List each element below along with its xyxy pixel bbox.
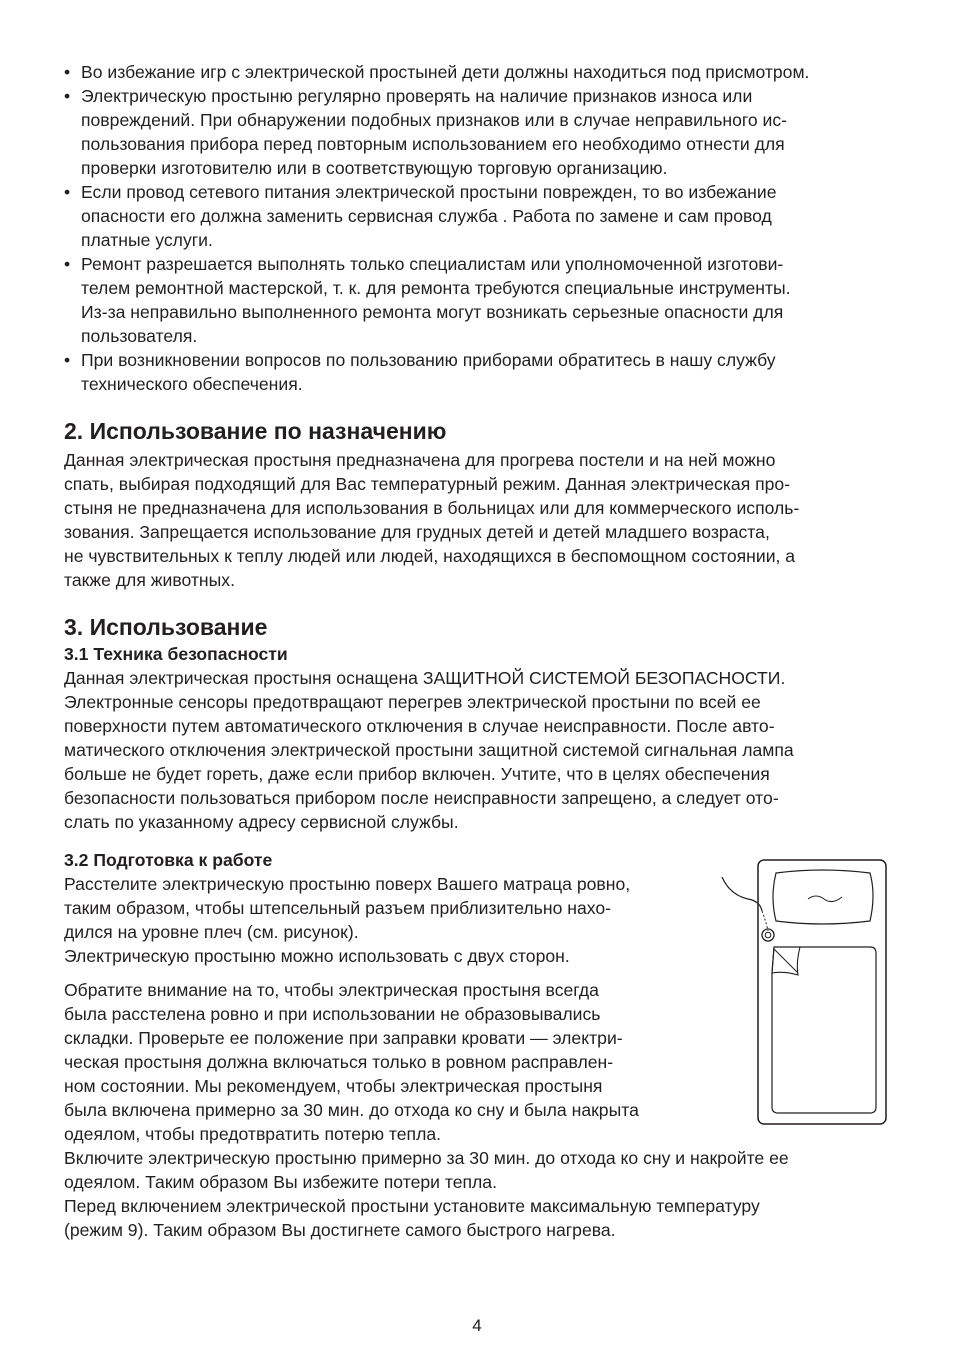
section-3-1-heading: 3.1 Техника безопасности (64, 644, 288, 664)
text-line: одеялом, чтобы предотвратить потерю тепла. (64, 1124, 442, 1144)
text-line: была расстелена ровно и при использовании не образовывались (64, 1004, 601, 1024)
text-line: опасности его должна заменить сервисная служба . Работа по замене и сам провод (81, 206, 772, 226)
text-line: одеялом. Таким образом Вы избежите потери тепла. (64, 1172, 497, 1192)
safety-bullet-list (64, 60, 890, 396)
bullet-dot: • (64, 350, 71, 370)
text-line: (режим 9). Таким образом Вы достигнете самого быстрого нагрева. (64, 1220, 616, 1240)
bed-illustration (718, 855, 890, 1131)
text-line: Если провод сетевого питания электрической простыни поврежден, то во избежание (81, 182, 777, 202)
bullet-dot: • (64, 182, 71, 202)
text-line: При возникновении вопросов по пользованию приборами обратитесь в нашу службу (81, 350, 776, 370)
text-line: складки. Проверьте ее положение при заправки кровати — электри- (64, 1028, 623, 1048)
text-line: Расстелите электрическую простыню поверх Вашего матраца ровно, (64, 874, 631, 894)
pillow-outline (773, 870, 873, 924)
section-3-1-body (64, 666, 890, 834)
text-line: Ремонт разрешается выполнять только специалистам или уполномоченной изготови- (81, 254, 784, 274)
text-line: ном состоянии. Мы рекомендуем, чтобы электрическая простыня (64, 1076, 603, 1096)
text-line: платные услуги. (81, 230, 213, 250)
section-2-body (64, 448, 890, 592)
plug-dotted-line (762, 911, 768, 931)
text-line: технического обеспечения. (81, 374, 303, 394)
text-line: матического отключения электрической простыни защитной системой сигнальная лампа (64, 740, 794, 760)
pillow-crease (808, 896, 842, 902)
bullet-dot: • (64, 62, 71, 82)
text-line: поверхности путем автоматического отключения в случае неисправности. После авто- (64, 716, 775, 736)
text-line: Электронные сенсоры предотвращают перегрев электрической простыни по всей ее (64, 692, 761, 712)
text-line: телем ремонтной мастерской, т. к. для ремонта требуются специальные инструменты. (81, 278, 791, 298)
text-line: повреждений. При обнаружении подобных признаков или в случае неправильного ис- (81, 110, 788, 130)
bullet-dot: • (64, 254, 71, 274)
text-line: пользования прибора перед повторным использованием его необходимо отнести для (81, 134, 785, 154)
text-line: Электрическую простыню регулярно проверять на наличие признаков износа или (81, 86, 753, 106)
bullet-item (64, 84, 890, 180)
bullet-item (64, 180, 890, 252)
text-line: спать, выбирая подходящий для Вас температурный режим. Данная электрическая про- (64, 474, 791, 494)
text-line: ческая простыня должна включаться только в ровном расправлен- (64, 1052, 614, 1072)
text-line: безопасности пользоваться прибором после неисправности запрещено, а следует ото- (64, 788, 779, 808)
text-line: проверки изготовителю или в соответствующую торговую организацию. (81, 158, 668, 178)
text-line: дился на уровне плеч (см. рисунок). (64, 922, 359, 942)
text-line: не чувствительных к теплу людей или людей, находящихся в беспомощном состоянии, а (64, 546, 796, 566)
bullet-dot: • (64, 86, 71, 106)
section-3-heading: 3. Использование (64, 614, 268, 640)
text-line: стыня не предназначена для использования в больницах или для коммерческого исполь- (64, 498, 800, 518)
text-line: больше не будет гореть, даже если прибор включен. Учтите, что в целях обеспечения (64, 764, 770, 784)
bullet-item (64, 348, 890, 396)
mattress-outline (758, 860, 886, 1124)
power-cord (722, 877, 762, 911)
fold-line (774, 949, 798, 973)
text-line: Из-за неправильно выполненного ремонта могут возникать серьезные опасности для (81, 302, 784, 322)
electric-sheet-outline (772, 947, 876, 1113)
bullet-item (64, 60, 890, 84)
text-line: слать по указанному адресу сервисной службы. (64, 812, 459, 832)
text-line: Электрическую простыню можно использовать с двух сторон. (64, 946, 570, 966)
plug-inner-icon (765, 932, 771, 938)
section-2-heading: 2. Использование по назначению (64, 418, 447, 444)
page-number: 4 (472, 1316, 482, 1335)
section-3-2-heading: 3.2 Подготовка к работе (64, 850, 273, 870)
bullet-item (64, 252, 890, 348)
text-line: пользователя. (81, 326, 198, 346)
text-line: была включена примерно за 30 мин. до отхода ко сну и была накрыта (64, 1100, 639, 1120)
text-line: Включите электрическую простыню примерно за 30 мин. до отхода ко сну и накройте ее (64, 1148, 789, 1168)
text-line: Данная электрическая простыня оснащена ЗАЩИТНОЙ СИСТЕМОЙ БЕЗОПАСНОСТИ. (64, 668, 786, 688)
text-line: зования. Запрещается использование для грудных детей и детей младшего возраста, (64, 522, 770, 542)
text-line: Обратите внимание на то, чтобы электрическая простыня всегда (64, 980, 599, 1000)
text-line: таким образом, чтобы штепсельный разъем приблизительно нахо- (64, 898, 611, 918)
text-line: также для животных. (64, 570, 235, 590)
text-line: Во избежание игр с электрической простыней дети должны находиться под присмотром. (81, 62, 810, 82)
text-line: Данная электрическая простыня предназначена для прогрева постели и на ней можно (64, 450, 776, 470)
text-line: Перед включением электрической простыни установите максимальную температуру (64, 1196, 760, 1216)
